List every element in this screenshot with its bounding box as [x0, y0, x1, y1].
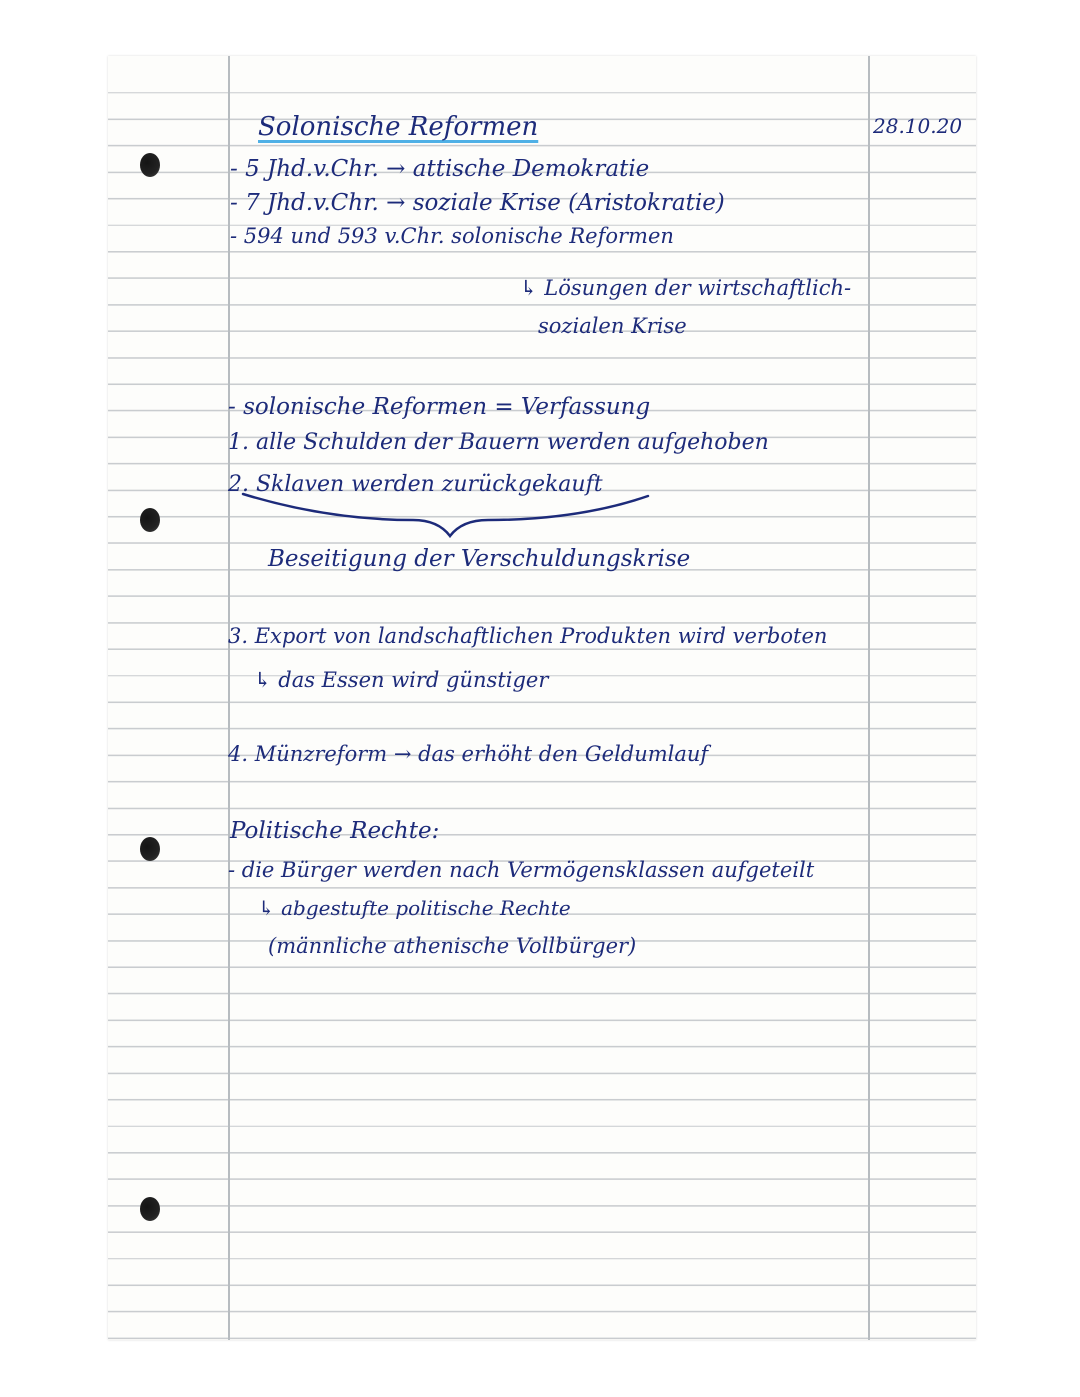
punch-hole — [140, 1197, 160, 1221]
left-margin-line — [228, 56, 230, 1340]
note-line: - 594 und 593 v.Chr. solonische Reformen — [230, 224, 674, 248]
note-line: ↳ das Essen wird günstiger — [254, 668, 549, 692]
punch-hole — [140, 837, 160, 861]
right-margin-line — [868, 56, 870, 1340]
page-date: 28.10.20 — [873, 114, 963, 138]
note-line: Beseitigung der Verschuldungskrise — [268, 546, 691, 572]
punch-hole — [140, 508, 160, 532]
note-line: Politische Rechte: — [230, 818, 440, 844]
page-title: Solonische Reformen — [258, 112, 539, 142]
note-line: sozialen Krise — [538, 314, 687, 338]
note-line: - solonische Reformen = Verfassung — [228, 394, 651, 420]
note-line: 3. Export von landschaftlichen Produkten wird verboten — [228, 624, 828, 648]
note-line: (männliche athenische Vollbürger) — [268, 934, 637, 958]
note-line: 1. alle Schulden der Bauern werden aufgehoben — [228, 430, 769, 455]
note-line: 4. Münzreform → das erhöht den Geldumlauf — [228, 742, 709, 766]
note-line: ↳ abgestufte politische Rechte — [258, 896, 571, 920]
note-line: ↳ Lösungen der wirtschaftlich- — [520, 276, 852, 300]
note-line: - die Bürger werden nach Vermögensklassen aufgeteilt — [228, 858, 815, 882]
curly-brace — [238, 486, 658, 546]
notebook-page — [108, 56, 976, 1340]
note-line: - 7 Jhd.v.Chr. → soziale Krise (Aristokratie) — [230, 190, 725, 216]
punch-hole — [140, 153, 160, 177]
note-line: - 5 Jhd.v.Chr. → attische Demokratie — [230, 156, 650, 182]
note-line: 2. Sklaven werden zurückgekauft — [228, 472, 603, 497]
